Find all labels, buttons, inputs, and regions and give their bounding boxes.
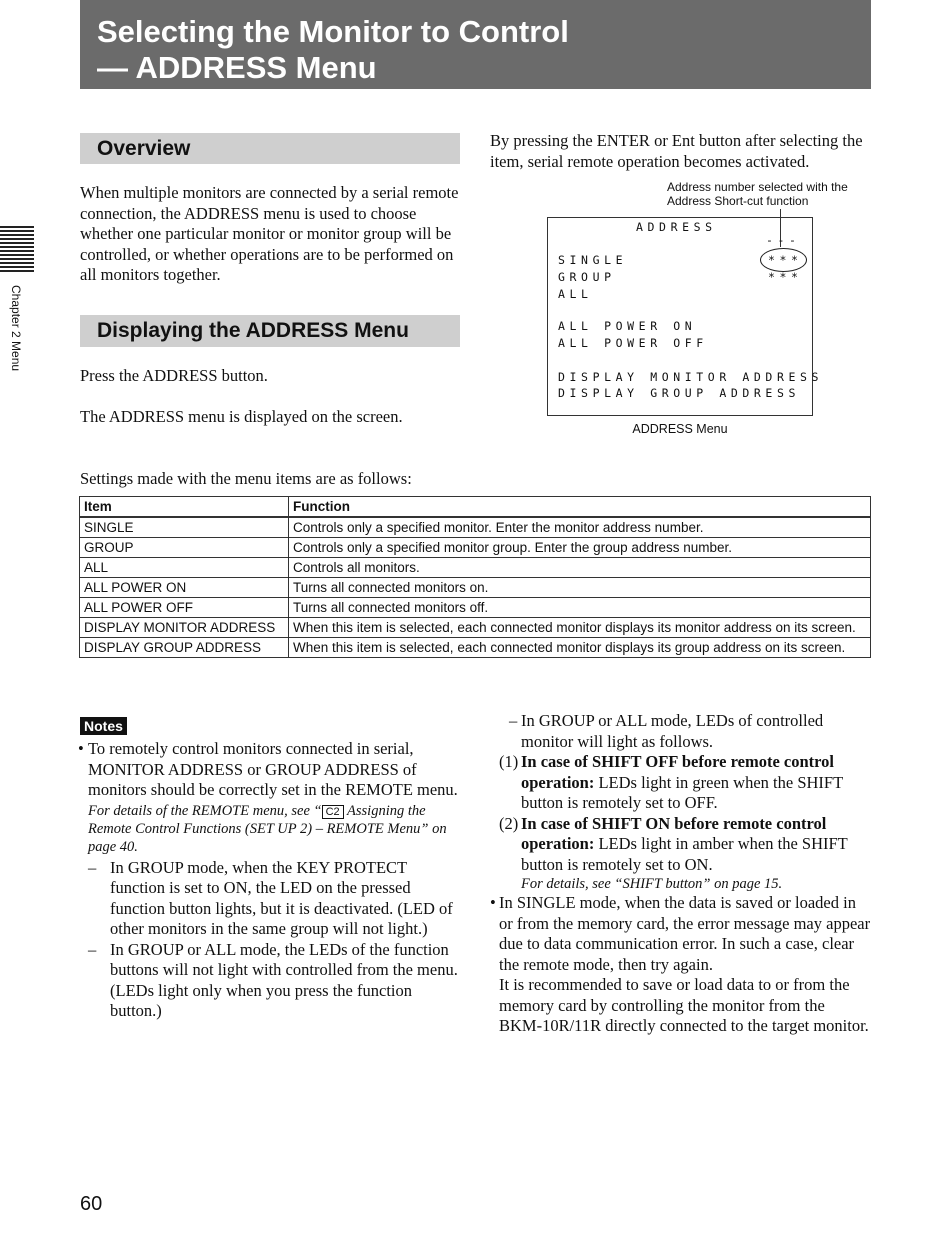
- address-menu-screen: [547, 217, 824, 416]
- notes-reference-1: [88, 802, 462, 856]
- notes-right-column: [490, 711, 871, 1037]
- screen-dashes: ---: [766, 233, 801, 247]
- table-cell-item: DISPLAY GROUP ADDRESS: [80, 638, 289, 658]
- notes-numbered-1-text: [521, 752, 871, 814]
- screen-single-value: ***: [768, 253, 803, 267]
- notes-numbered-2-text: [521, 814, 871, 876]
- screen-all-power-on: ALL POWER ON: [558, 319, 697, 333]
- notes-bullet-2-extra: It is recommended to save or load data to or from the memory card by controlling the monitor from the BKM-10R/11R directly connected to the target monitor.: [499, 975, 869, 1035]
- notes-reference-2: For details, see “SHIFT button” on page 15.: [521, 876, 783, 892]
- table-cell-function: Controls only a specified monitor group. Enter the group address number.: [289, 538, 871, 558]
- figure-callout: [667, 180, 848, 208]
- screen-display-monitor-address: DISPLAY MONITOR ADDRESS: [558, 370, 824, 384]
- table-cell-item: DISPLAY MONITOR ADDRESS: [80, 618, 289, 638]
- table-row: [80, 618, 871, 638]
- dash-marker: –: [88, 939, 97, 959]
- table-cell-function: When this item is selected, each connected monitor displays its monitor address on its screen.: [289, 618, 871, 638]
- table-cell-function: Turns all connected monitors on.: [289, 578, 871, 598]
- notes-dash-1-text: In GROUP mode, when the KEY PROTECT function is set to ON, the LED on the pressed function button lights, but it is deactivated. (LED of other monitors in the same group will not light.): [110, 857, 453, 938]
- displaying-result: The ADDRESS menu is displayed on the screen.: [80, 407, 403, 426]
- table-cell-function: When this item is selected, each connected monitor displays its group address on its screen.: [289, 638, 871, 658]
- screen-all-power-off: ALL POWER OFF: [558, 336, 708, 350]
- table-cell-item: ALL POWER ON: [80, 578, 289, 598]
- table-header-item: Item: [80, 497, 289, 518]
- page-number: 60: [80, 1193, 103, 1215]
- title-banner: [80, 0, 871, 89]
- table-row: [80, 598, 871, 618]
- table-header-function: Function: [289, 497, 871, 518]
- table-cell-item: ALL: [80, 558, 289, 578]
- notes-numbered-1-body: LEDs light in green when the SHIFT button is remotely set to OFF.: [521, 772, 843, 812]
- notes-bullet-2: [490, 893, 871, 975]
- dash-marker: –: [88, 857, 97, 877]
- screen-single: SINGLE: [558, 253, 628, 267]
- page-title-line1: Selecting the Monitor to Control: [97, 14, 569, 49]
- page-title-line2: — ADDRESS Menu: [97, 50, 377, 85]
- notes-numbered-1: [499, 752, 871, 814]
- selected-address-circle: [760, 248, 807, 272]
- notes-dash-1: [88, 858, 462, 940]
- figure-callout-line2: Address Short-cut function: [667, 194, 809, 208]
- table-cell-item: GROUP: [80, 538, 289, 558]
- table-row: [80, 538, 871, 558]
- table-row: [80, 517, 871, 538]
- settings-table: [79, 496, 871, 658]
- notes-bullet-1: [78, 739, 462, 801]
- notes-numbered-2-body: LEDs light in amber when the SHIFT button is remotely set to ON.: [521, 834, 848, 874]
- chapter-label: Chapter 2 Menu: [9, 285, 23, 372]
- notes-bullet-1-text: To remotely control monitors connected in serial, MONITOR ADDRESS or GROUP ADDRESS of monitors should be correctly set in the REMOTE menu.: [88, 739, 458, 799]
- notes-dash-3-text: In GROUP or ALL mode, LEDs of controlled monitor will light as follows.: [521, 711, 824, 751]
- table-cell-item: ALL POWER OFF: [80, 598, 289, 618]
- bullet-marker: •: [78, 739, 84, 758]
- right-intro-paragraph: By pressing the ENTER or Ent button after selecting the item, serial remote operation becomes activated.: [490, 131, 863, 171]
- screen-all: ALL: [558, 287, 593, 301]
- chapter-tab-marker: [0, 226, 34, 272]
- notes-numbered-1-bold: In case of SHIFT OFF before remote control operation:: [521, 752, 834, 792]
- table-cell-item: SINGLE: [80, 517, 289, 538]
- notes-numbered-2-bold: In case of SHIFT ON before remote control operation:: [521, 813, 827, 853]
- dash-marker: –: [509, 711, 518, 730]
- c2-box-icon: C2: [322, 805, 344, 819]
- notes-reference-1-post: Assigning the Remote Control Functions (SET UP 2) – REMOTE Menu” on page 40.: [88, 802, 447, 855]
- notes-bullet-2-text: In SINGLE mode, when the data is saved or loaded in or from the memory card, the error message may appear due to data communication error. In such a case, clear the remote mode, then try again.: [499, 893, 871, 974]
- table-intro: Settings made with the menu items are as follows:: [80, 469, 412, 488]
- bullet-marker: •: [490, 893, 496, 912]
- table-row: [80, 558, 871, 578]
- number-marker: (1): [499, 752, 519, 771]
- table-header-row: [80, 497, 871, 518]
- displaying-heading: Displaying the ADDRESS Menu: [80, 315, 460, 347]
- screen-title: ADDRESS: [636, 220, 717, 234]
- notes-dash-2: [88, 940, 462, 1022]
- overview-paragraph: When multiple monitors are connected by a serial remote connection, the ADDRESS menu is used to choose whether one particular monitor or monitor group will be controlled, or whether operations are to be performed on all monitors together.: [80, 183, 459, 284]
- notes-dash-2-text: In GROUP or ALL mode, the LEDs of the function buttons will not light with controlled from the menu. (LEDs light only when you press the function button.): [110, 939, 458, 1020]
- screen-group-value: ***: [768, 270, 803, 284]
- table-row: [80, 638, 871, 658]
- table-row: [80, 578, 871, 598]
- figure-caption: ADDRESS Menu: [632, 422, 728, 436]
- overview-heading: Overview: [80, 133, 460, 164]
- screen-display-group-address: DISPLAY GROUP ADDRESS: [558, 386, 800, 400]
- notes-dash-3: [509, 711, 871, 752]
- table-cell-function: Turns all connected monitors off.: [289, 598, 871, 618]
- number-marker: (2): [499, 813, 519, 833]
- figure-callout-line1: Address number selected with the: [667, 180, 848, 194]
- notes-left-column: [78, 739, 462, 1022]
- screen-group: GROUP: [558, 270, 616, 284]
- table-cell-function: Controls all monitors.: [289, 558, 871, 578]
- table-cell-function: Controls only a specified monitor. Enter the monitor address number.: [289, 517, 871, 538]
- notes-numbered-2: [499, 814, 871, 876]
- displaying-step: Press the ADDRESS button.: [80, 366, 268, 385]
- notes-reference-1-pre: For details of the REMOTE menu, see “: [88, 802, 322, 819]
- notes-badge: Notes: [80, 717, 127, 735]
